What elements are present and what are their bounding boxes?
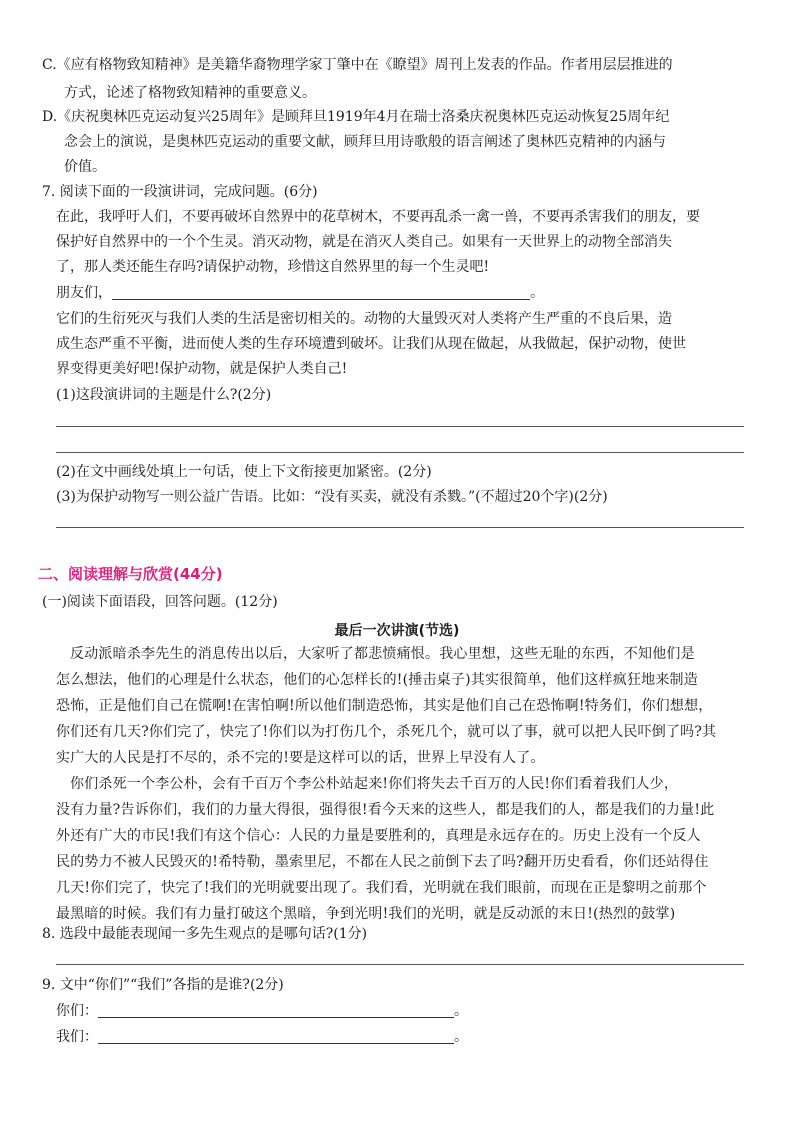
option-d-line-3: 价值。 (64, 159, 106, 175)
speech-line: 它们的生衍死灭与我们人类的生活是密切相关的。动物的大量毁灭对人类将产生严重的不良后果，造 (56, 311, 672, 327)
answer-blank-we[interactable] (98, 1027, 454, 1044)
sub-question-3: (3)为保护动物写一则公益广告语。比如：“没有买卖，就没有杀戮。”(不超过20个字)(2分) (56, 489, 608, 505)
question-7-stem: 7. 阅读下面的一段演讲词，完成问题。(6分) (42, 184, 318, 200)
passage-line: 没有力量?告诉你们，我们的力量大得很，强得很!看今天来的这些人，都是我们的人，都是我们的力量!此 (56, 802, 715, 818)
passage-line: 民的势力不被人民毁灭的!希特勒，墨索里尼，不都在人民之前倒下去了吗?翻开历史看看，你们还站得住 (56, 854, 709, 870)
option-c-line-2: 方式，论述了格物致知精神的重要意义。 (64, 85, 316, 101)
answer-you-line (56, 999, 468, 1023)
answer-line[interactable] (56, 964, 744, 965)
we-label: 我们： (56, 1029, 98, 1045)
passage-line: 最黑暗的时候。我们有力量打破这个黑暗，争到光明!我们的光明，就是反动派的末日!(热烈的鼓掌) (56, 906, 676, 922)
answer-line[interactable] (56, 426, 744, 427)
blank-prefix: 朋友们， (56, 285, 112, 301)
speech-line: 保护好自然界中的一个个生灵。消灭动物，就是在消灭人类自己。如果有一天世界上的动物全部消失 (56, 234, 672, 250)
blank-suffix: 。 (454, 1029, 468, 1045)
section-heading: 二、阅读理解与欣赏(44分) (38, 565, 223, 583)
you-label: 你们： (56, 1003, 98, 1019)
passage-line: 反动派暗杀李先生的消息传出以后，大家听了都悲愤痛恨。我心里想，这些无耻的东西，不知他们是 (70, 646, 695, 662)
option-c-line-1: C.《应有格物致知精神》是美籍华裔物理学家丁肇中在《瞭望》周刊上发表的作品。作者用层层推进的 (42, 57, 673, 73)
option-d-line-1: D.《庆祝奥林匹克运动复兴25周年》是顾拜旦1919年4月在瑞士洛桑庆祝奥林匹克运动恢复25周年纪 (42, 109, 670, 125)
passage-line: 外还有广大的市民!我们有这个信心：人民的力量是要胜利的，真理是永远存在的。历史上没有一个反人 (56, 828, 701, 844)
part-1-instruction: (一)阅读下面语段，回答问题。(12分) (42, 594, 278, 610)
passage-line: 几天!你们完了，快完了!我们的光明就要出现了。我们看，光明就在我们眼前，而现在正是黎明之前那个 (56, 880, 707, 896)
sub-question-2: (2)在文中画线处填上一句话，使上下文衔接更加紧密。(2分) (56, 464, 432, 480)
answer-line[interactable] (56, 527, 744, 528)
passage-title: 最后一次讲演(节选) (334, 623, 460, 639)
blank-suffix: 。 (454, 1003, 468, 1019)
speech-line: 成生态严重不平衡，进而使人类的生存环境遭到破坏。让我们从现在做起，从我做起，保护动物，使世 (56, 336, 686, 352)
passage-line: 恐怖，正是他们自己在慌啊!在害怕啊!所以他们制造恐怖，其实是他们自己在恐怖啊!特务们，你们想想， (56, 698, 713, 714)
passage-line: 怎么想法，他们的心理是什么状态，他们的心怎样长的!(捶击桌子)其实很简单，他们这样疯狂地来制造 (56, 672, 698, 688)
question-9-stem: 9. 文中“你们”“我们”各指的是谁?(2分) (42, 977, 284, 993)
passage-line: 你们还有几天?你们完了，快完了!你们以为打伤几个，杀死几个，就可以了事，就可以把人民吓倒了吗?其 (56, 724, 717, 740)
answer-we-line (56, 1025, 468, 1049)
passage-line: 实广大的人民是打不尽的，杀不完的!要是这样可以的话，世界上早没有人了。 (56, 750, 545, 766)
answer-line[interactable] (56, 452, 744, 453)
speech-line: 在此，我呼吁人们，不要再破坏自然界中的花草树木，不要再乱杀一禽一兽，不要再杀害我们的朋友，要 (56, 209, 700, 225)
answer-blank-you[interactable] (98, 1001, 454, 1018)
answer-blank[interactable] (112, 283, 530, 300)
speech-line: 了，那人类还能生存吗?请保护动物，珍惜这自然界里的每一个生灵吧! (56, 259, 490, 275)
sub-question-1: (1)这段演讲词的主题是什么?(2分) (56, 387, 272, 403)
speech-line: 界变得更美好吧!保护动物，就是保护人类自己! (56, 361, 348, 377)
fill-blank-line (56, 281, 544, 305)
passage-line: 你们杀死一个李公朴，会有千百万个李公朴站起来!你们将失去千百万的人民!你们看着我们人少， (70, 776, 679, 792)
question-8-stem: 8. 选段中最能表现闻一多先生观点的是哪句话?(1分) (42, 926, 368, 942)
option-d-line-2: 念会上的演说，是奥林匹克运动的重要文献，顾拜旦用诗歌般的语言阐述了奥林匹克精神的内涵与 (64, 134, 666, 150)
blank-suffix: 。 (530, 285, 544, 301)
